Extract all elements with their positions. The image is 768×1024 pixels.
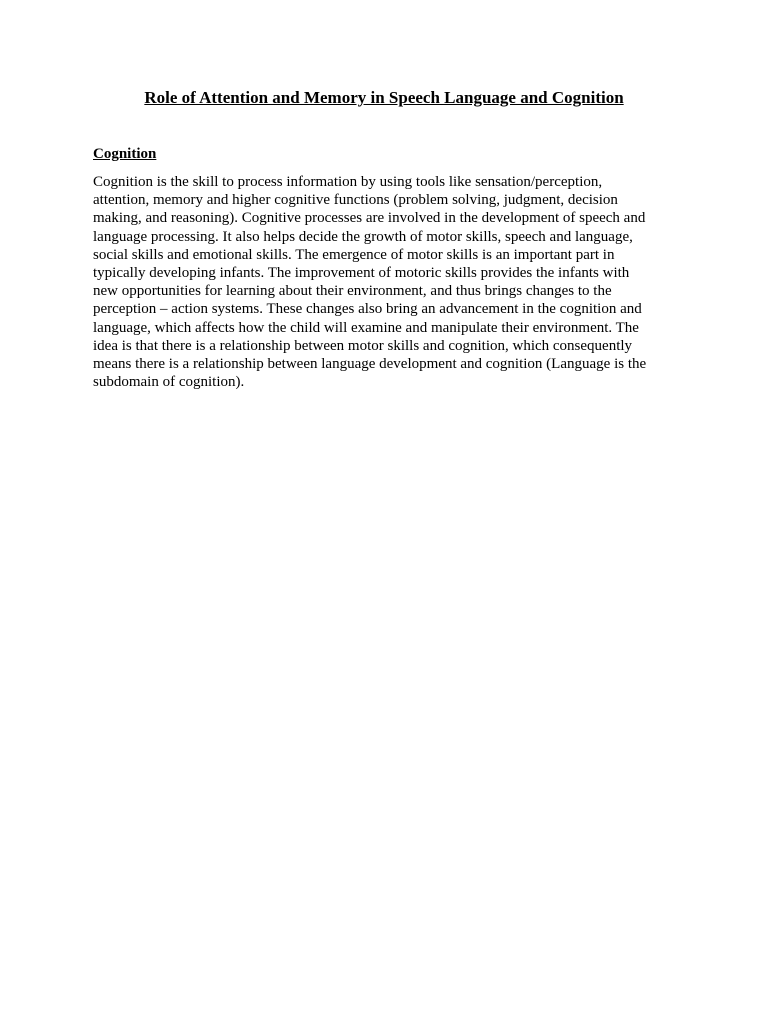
paragraph-line: means there is a relationship between language development and cognition (Language is the — [93, 356, 647, 373]
paragraph-line: language processing. It also helps decide the growth of motor skills, speech and language, — [93, 228, 633, 245]
section-heading-cognition: Cognition — [93, 146, 157, 162]
paragraph-line: social skills and emotional skills. The emergence of motor skills is an important part in — [93, 246, 615, 263]
paragraph-line: typically developing infants. The improvement of motoric skills provides the infants with — [93, 265, 630, 282]
paragraph-line: subdomain of cognition). — [93, 374, 245, 391]
paragraph-line: making, and reasoning). Cognitive processes are involved in the development of speech and — [93, 210, 646, 227]
paragraph-line: attention, memory and higher cognitive functions (problem solving, judgment, decision — [93, 192, 618, 209]
section-paragraph-cognition — [93, 173, 646, 391]
paragraph-line: new opportunities for learning about their environment, and thus brings changes to the — [93, 283, 612, 300]
paragraph-line: perception – action systems. These changes also bring an advancement in the cognition and — [93, 301, 642, 318]
paragraph-line: language, which affects how the child will examine and manipulate their environment. The — [93, 319, 639, 336]
paragraph-line: Cognition is the skill to process information by using tools like sensation/perception, — [93, 174, 603, 190]
document-title: Role of Attention and Memory in Speech Language and Cognition — [144, 88, 624, 107]
paragraph-line: idea is that there is a relationship between motor skills and cognition, which consequently — [93, 337, 633, 354]
